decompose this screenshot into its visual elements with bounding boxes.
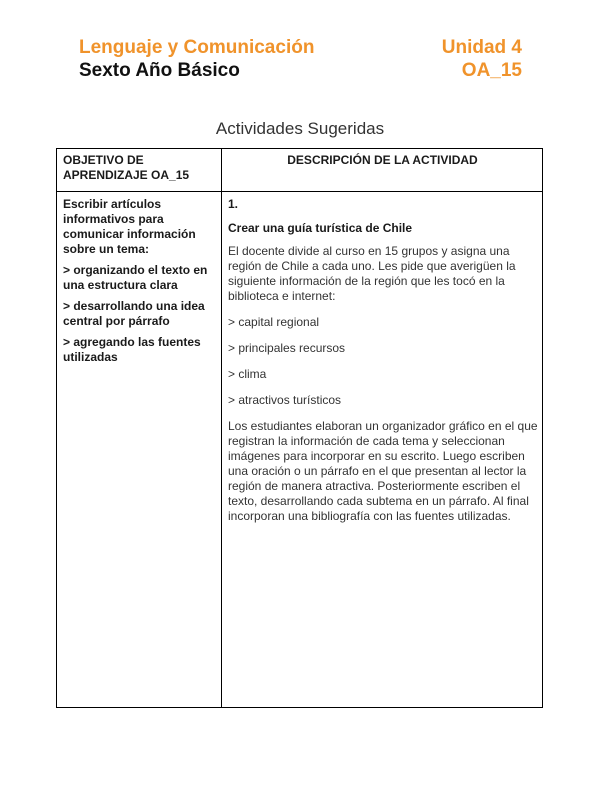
page-header	[79, 36, 522, 82]
objective-point: > desarrollando una idea central por párrafo	[63, 299, 205, 328]
activity-closing: Los estudiantes elaboran un organizador gráfico en el que registran la información de cada tema y seleccionan imágenes para incorporar en su escrito. Luego escriben una oración o un párrafo en el que presentan al lector la región de manera atractiva. Posteriormente escriben el texto, desarrollando cada subtema en un párrafo. Al final incorporan una bibliografía con las fuentes utilizadas.	[228, 419, 538, 523]
activity-number: 1.	[228, 197, 239, 211]
activity-intro: El docente divide al curso en 15 grupos y asigna una región de Chile a cada uno. Les pide que averigüen la siguiente información de la región que les tocó en la biblioteca e internet:	[228, 244, 516, 303]
unit-label: Unidad 4	[441, 37, 522, 58]
description-cell	[228, 197, 538, 535]
description-column-header: DESCRIPCIÓN DE LA ACTIVIDAD	[287, 153, 478, 167]
subject-title: Lenguaje y Comunicación	[79, 37, 315, 58]
objective-cell	[63, 197, 215, 371]
activity-bullet: > clima	[228, 367, 267, 381]
header-row-bottom	[79, 59, 522, 82]
header-row-divider	[57, 191, 542, 192]
objective-code: OA_15	[461, 60, 522, 81]
activity-table	[56, 148, 543, 708]
activity-bullet: > principales recursos	[228, 341, 346, 355]
activity-title: Crear una guía turística de Chile	[228, 221, 413, 235]
objective-point: > organizando el texto en una estructura clara	[63, 263, 208, 292]
header-row-top	[79, 36, 522, 59]
grade-label: Sexto Año Básico	[79, 60, 240, 81]
objective-intro: Escribir artículos informativos para comunicar información sobre un tema:	[63, 197, 196, 256]
section-title: Actividades Sugeridas	[215, 119, 385, 138]
objective-point: > agregando las fuentes utilizadas	[63, 335, 201, 364]
objective-column-header: OBJETIVO DE APRENDIZAJE OA_15	[63, 153, 190, 182]
column-divider	[221, 149, 222, 707]
activity-bullet: > atractivos turísticos	[228, 393, 342, 407]
activity-bullet: > capital regional	[228, 315, 320, 329]
